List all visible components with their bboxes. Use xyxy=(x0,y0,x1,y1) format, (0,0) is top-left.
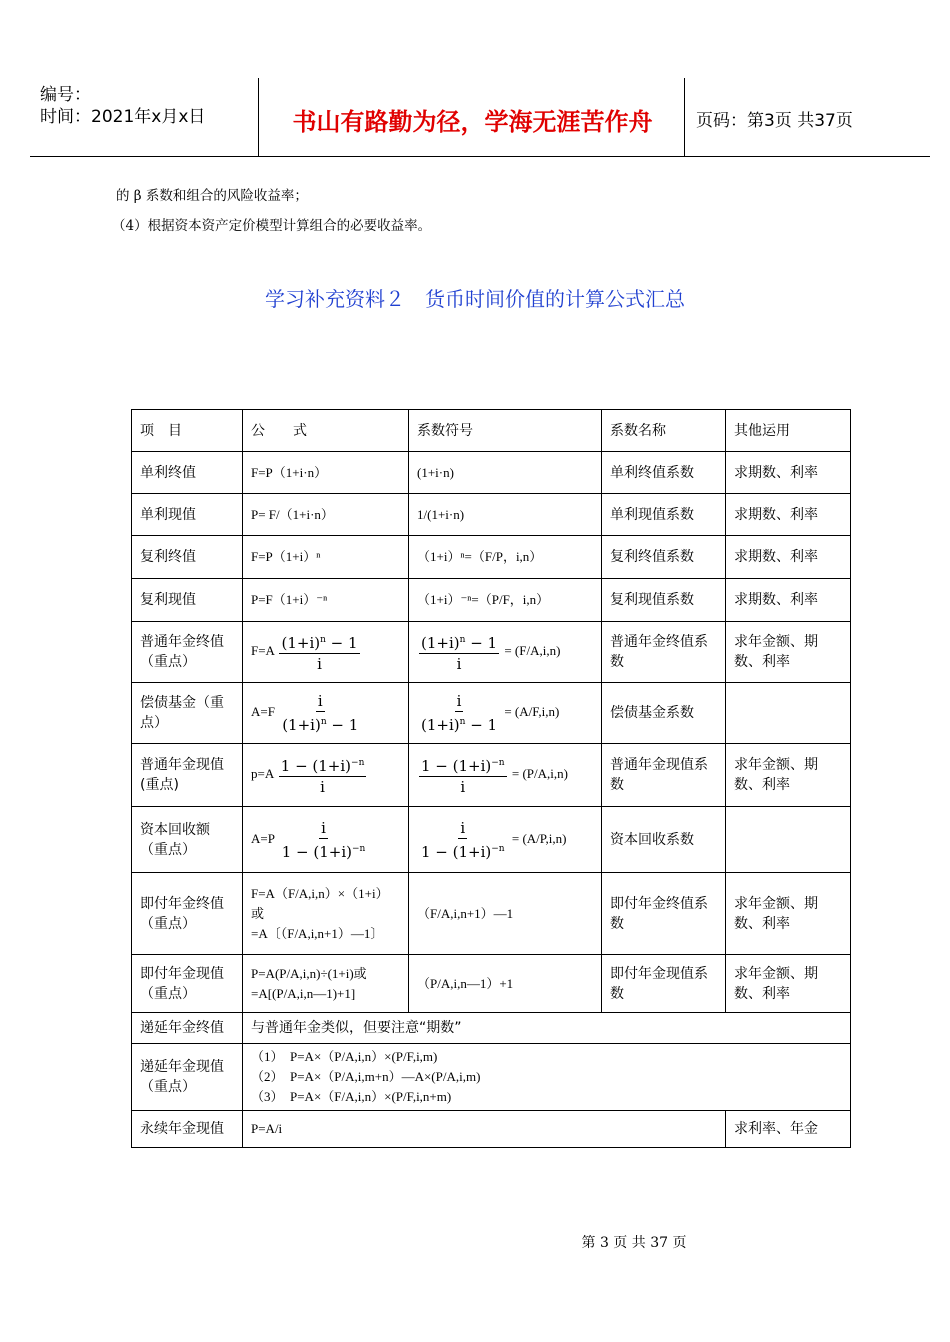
fraction xyxy=(419,754,507,796)
exponent: −n xyxy=(491,758,505,768)
formula-cell xyxy=(243,683,409,744)
formula-cell: 与普通年金类似，但要注意“期数” xyxy=(243,1013,851,1044)
numerator: i xyxy=(317,692,323,710)
symbol-cell xyxy=(409,622,602,683)
coef-name-cell: 资本回收系数 xyxy=(602,807,726,873)
table-row xyxy=(132,1044,851,1111)
num-base: (1+i) xyxy=(281,634,321,652)
formula-line: P=A(P/A,i,n)÷(1+i)或 xyxy=(251,965,367,981)
denominator: i xyxy=(320,778,325,796)
table-row xyxy=(132,1013,851,1044)
formula-line: （1） P=A×（P/A,i,n）×(P/F,i,m) xyxy=(251,1049,438,1064)
other-cell xyxy=(726,807,851,873)
formula-line: （2） P=A×（P/A,i,m+n）—A×(P/A,i,m) xyxy=(251,1069,481,1084)
table-row xyxy=(132,579,851,622)
den-tail: − 1 xyxy=(326,716,359,734)
denominator xyxy=(280,839,368,861)
item-cell: 永续年金现值 xyxy=(132,1111,243,1148)
symbol-cell: （1+i）ⁿ=（F/P，i,n） xyxy=(409,536,602,579)
denominator xyxy=(419,712,499,734)
formula-cell: F=P（1+i·n） xyxy=(243,452,409,494)
coef-name-cell: 偿债基金系数 xyxy=(602,683,726,744)
symbol-cell: （P/A,i,n—1）+1 xyxy=(409,955,602,1013)
denominator xyxy=(280,712,360,734)
item-cell: 单利终值 xyxy=(132,452,243,494)
num-tail: − 1 xyxy=(325,634,358,652)
formula-cell xyxy=(243,622,409,683)
formula-prefix: F=A xyxy=(251,642,275,658)
formula-line: =A〔（F/A,i,n+1）—1〕 xyxy=(251,925,384,941)
page-footer: 第 3 页 共 37 页 xyxy=(581,1235,687,1251)
item-cell: 复利现值 xyxy=(132,579,243,622)
fraction xyxy=(279,754,367,796)
table-row xyxy=(132,807,851,873)
den-tail: − 1 xyxy=(465,716,498,734)
fraction xyxy=(280,819,368,861)
symbol-cell xyxy=(409,744,602,807)
table-row xyxy=(132,536,851,579)
symbol-tail: = (F/A,i,n) xyxy=(504,642,561,658)
coef-name-cell: 普通年金现值系数 xyxy=(602,744,726,807)
symbol-cell: （1+i）⁻ⁿ=（P/F，i,n） xyxy=(409,579,602,622)
header-divider xyxy=(258,78,259,156)
denominator xyxy=(419,839,507,861)
header-cell: 系数名称 xyxy=(602,410,726,452)
formula-line: F=A（F/A,i,n）×（1+i） xyxy=(251,885,389,901)
header-cell: 系数符号 xyxy=(409,410,602,452)
fraction xyxy=(280,692,360,734)
coef-name-cell: 复利终值系数 xyxy=(602,536,726,579)
code-label: 编号： xyxy=(40,85,91,105)
item-cell: 递延年金现值（重点） xyxy=(132,1044,243,1111)
table-row xyxy=(132,744,851,807)
page-info: 页码：第3页 共37页 xyxy=(696,111,853,131)
formula-cell: P= F/（1+i·n） xyxy=(243,494,409,536)
header-cell: 其他运用 xyxy=(726,410,851,452)
numerator: i xyxy=(460,818,466,837)
exponent: −n xyxy=(351,758,365,768)
formula-prefix: A=P xyxy=(251,830,275,846)
num-base: 1 − (1+i) xyxy=(280,757,352,775)
denominator: i xyxy=(317,655,322,673)
den-base: (1+i) xyxy=(421,716,460,734)
other-cell: 求年金额、期数、利率 xyxy=(726,873,851,955)
item-cell: 即付年金终值（重点） xyxy=(132,873,243,955)
table-row xyxy=(132,955,851,1013)
formula-cell xyxy=(243,955,409,1013)
num-tail: − 1 xyxy=(465,634,498,652)
numerator xyxy=(419,631,499,654)
other-cell: 求利率、年金 xyxy=(726,1111,851,1148)
symbol-cell: (1+i·n) xyxy=(409,452,602,494)
section-title: 学习补充资料２ 货币时间价值的计算公式汇总 xyxy=(265,287,685,311)
coef-name-cell: 即付年金现值系数 xyxy=(602,955,726,1013)
item-cell: 普通年金终值（重点） xyxy=(132,622,243,683)
other-cell: 求年金额、期数、利率 xyxy=(726,622,851,683)
num-base: 1 − (1+i) xyxy=(421,757,492,775)
time-label: 时间：2021年x月x日 xyxy=(40,107,206,127)
formula-cell: F=P（1+i）ⁿ xyxy=(243,536,409,579)
symbol-cell xyxy=(409,807,602,873)
symbol-tail: = (A/F,i,n) xyxy=(504,703,560,719)
item-cell: 递延年金终值 xyxy=(132,1013,243,1044)
exponent: n xyxy=(459,717,466,727)
symbol-cell: （F/A,i,n+1）—1 xyxy=(409,873,602,955)
intro-line-1: 的 β 系数和组合的风险收益率； xyxy=(116,188,308,204)
den-base: 1 − (1+i) xyxy=(421,842,492,861)
numerator: i xyxy=(456,692,462,710)
coef-name-cell: 即付年金终值系数 xyxy=(602,873,726,955)
den-base: (1+i) xyxy=(282,716,321,734)
table-header-row xyxy=(132,410,851,452)
table-row xyxy=(132,452,851,494)
numerator xyxy=(279,631,359,654)
formula-cell xyxy=(243,744,409,807)
table-row xyxy=(132,622,851,683)
coef-name-cell: 复利现值系数 xyxy=(602,579,726,622)
formula-cell: P=F（1+i）⁻ⁿ xyxy=(243,579,409,622)
coef-name-cell: 普通年金终值系数 xyxy=(602,622,726,683)
exponent: n xyxy=(320,717,327,727)
item-cell: 单利现值 xyxy=(132,494,243,536)
other-cell: 求期数、利率 xyxy=(726,494,851,536)
formula-line: 或 xyxy=(251,905,265,921)
symbol-tail: = (A/P,i,n) xyxy=(511,830,567,846)
item-cell: 即付年金现值（重点） xyxy=(132,955,243,1013)
symbol-tail: = (P/A,i,n) xyxy=(511,765,568,781)
formula-prefix: A=F xyxy=(251,703,275,719)
exponent: −n xyxy=(351,843,366,854)
item-cell: 普通年金现值(重点) xyxy=(132,744,243,807)
numerator xyxy=(279,754,367,777)
page-header xyxy=(30,78,930,157)
motto: 书山有路勤为径，学海无涯苦作舟 xyxy=(292,107,653,136)
symbol-cell xyxy=(409,683,602,744)
formula-cell: P=A/i xyxy=(243,1111,726,1148)
symbol-cell: 1/(1+i·n) xyxy=(409,494,602,536)
formula-cell xyxy=(243,873,409,955)
table-row xyxy=(132,1111,851,1148)
table-row xyxy=(132,683,851,744)
formula-prefix: p=A xyxy=(251,765,274,781)
formula-cell xyxy=(243,1044,851,1111)
item-cell: 偿债基金（重点） xyxy=(132,683,243,744)
intro-line-2: （4）根据资本资产定价模型计算组合的必要收益率。 xyxy=(112,218,432,234)
exponent: −n xyxy=(491,843,505,854)
exponent: n xyxy=(320,635,326,645)
exponent: n xyxy=(459,635,466,645)
table-row xyxy=(132,494,851,536)
num-base: (1+i) xyxy=(421,634,460,652)
coef-name-cell: 单利终值系数 xyxy=(602,452,726,494)
fraction xyxy=(419,819,507,861)
other-cell: 求年金额、期数、利率 xyxy=(726,955,851,1013)
den-base: 1 − (1+i) xyxy=(281,842,352,861)
item-cell: 资本回收额（重点） xyxy=(132,807,243,873)
header-left xyxy=(40,84,205,128)
other-cell: 求期数、利率 xyxy=(726,579,851,622)
fraction xyxy=(419,692,499,734)
coef-name-cell: 单利现值系数 xyxy=(602,494,726,536)
other-cell xyxy=(726,683,851,744)
item-cell: 复利终值 xyxy=(132,536,243,579)
formula-line: （3） P=A×（F/A,i,n）×(P/F,i,n+m) xyxy=(251,1089,452,1104)
fraction xyxy=(419,631,499,673)
denominator: i xyxy=(456,655,462,673)
fraction xyxy=(279,631,359,673)
numerator xyxy=(419,754,507,777)
formula-line: =A[(P/A,i,n—1)+1] xyxy=(251,985,356,1001)
table-row xyxy=(132,873,851,955)
denominator: i xyxy=(460,778,466,796)
formula-table xyxy=(131,409,851,1148)
formula-cell xyxy=(243,807,409,873)
numerator: i xyxy=(321,818,326,837)
other-cell: 求年金额、期数、利率 xyxy=(726,744,851,807)
other-cell: 求期数、利率 xyxy=(726,452,851,494)
other-cell: 求期数、利率 xyxy=(726,536,851,579)
header-cell: 项 目 xyxy=(132,410,243,452)
header-cell: 公 式 xyxy=(243,410,409,452)
